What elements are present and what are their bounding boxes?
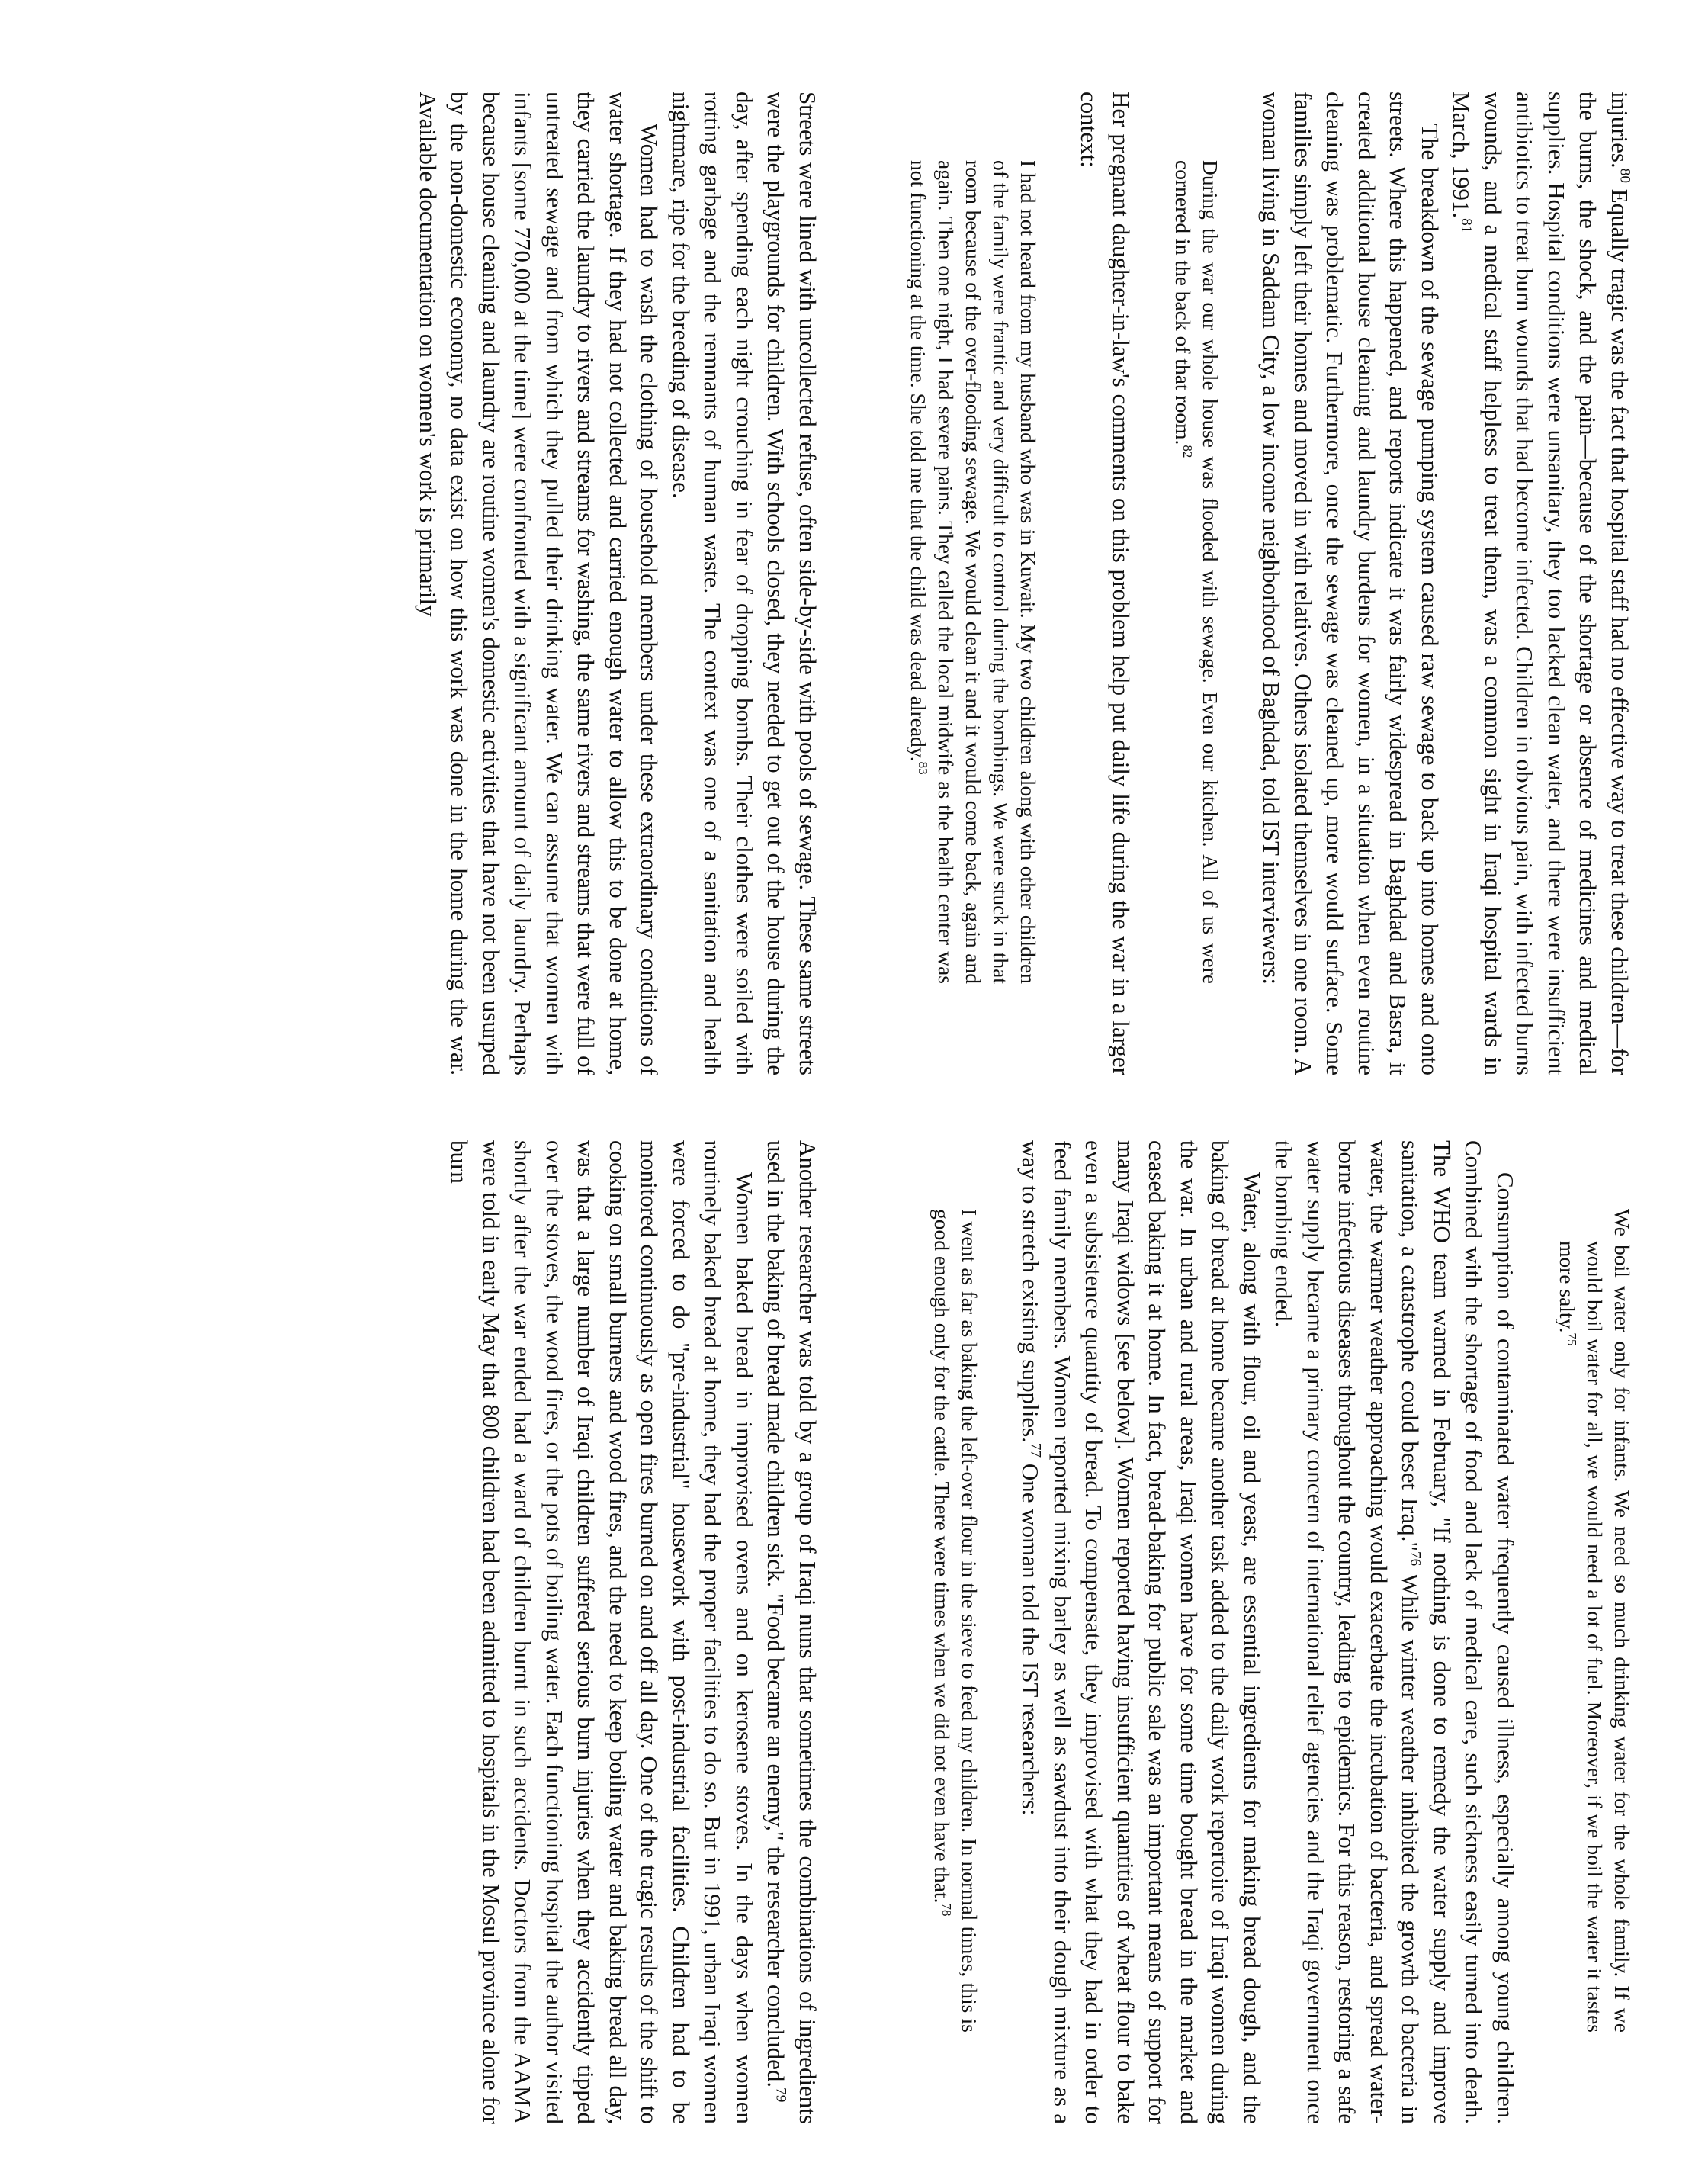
text-block-right-column-bottom [0,92,824,1075]
text-block-left-column-top [812,1140,1636,2124]
text-block-left-column-bottom [0,1140,824,2124]
block-quote [928,1209,983,2033]
block-quote [1553,1209,1636,2033]
footnote-ref: 81 [1458,218,1475,233]
footnote-ref: 83 [916,761,931,775]
paragraph: Women had to wash the clothing of household members under these extraordinary conditions of water shortage. If they had not collected and carried enough water to allow this to be done at home, they carried the laundry to rivers and streams for washing, the same rivers and streams that were full of untreated sewage and from which they pulled their drinking water. We can assume that women with infants [some 770,000 at the time] were confronted with a significant amount of daily laundry. Perhaps because house cleaning and laundry are routine women's domestic activities that have not been usurped by the non-domestic economy, no data exist on how this work was done in the home during the war. Available documentation on women's work is primarily [415,92,663,1075]
text: Equally tragic was the fact that hospital staff had no effective way to treat these children—for the burns, the shock, and the pain—because of the shortage or absence of medicines and medical supplies. Hospital conditions were unsanitary, they too lacked clean water, and there were insufficient antibiotics to treat burn wounds that had become infected. Children in obvious pain, with infected burns wounds, and a medical staff helpless to treat them, was a common sight in Iraqi hospital wards in March, 1991. [1448,92,1633,1075]
footnote-ref: 77 [1027,1442,1044,1458]
text: injuries. [1607,92,1633,169]
block-quote [904,160,1042,984]
text: Consumption of contaminated water frequently caused illness, especially among young children. Combined with the shortage of food and lack of medical care, such sickness easily turned into death. The WHO team warned in February, "If nothing is done to remedy the water supply and improve sanitation, a catastrophe could beset Iraq." [1397,1140,1519,2124]
footnote-ref: 78 [939,1903,955,1917]
text-block-right-column-top [812,92,1636,1075]
paragraph: Her pregnant daughter-in-law's comments on this problem help put daily life during the war in a larger context: [1076,92,1135,1075]
text: Another researcher was told by a group of Iraqi nuns that sometimes the combinations of ingredients used in the baking of bread made children sick. "Food became an enemy," the researcher concluded. [762,1140,821,2124]
block-quote [1169,160,1224,984]
text: During the war our whole house was flooded with sewage. Even our kitchen. All of us were cornered in the back of that room. [1171,160,1222,984]
text: One woman told the IST researchers: [1017,1458,1045,1816]
paragraph [1015,1140,1268,2124]
text: Water, along with flour, oil and yeast, are essential ingredients for making bread dough, and the baking of bread at home became another task added to the daily work repertoire of Iraqi women during the war. In urban and rural areas, Iraqi women have for some time bought bread in the market and ceased baking it at home. In fact, bread-baking for public sale was an important means of support for many Iraqi widows [see below]. Women reported having insufficient quantities of wheat flour to bake even a subsistence quantity of bread. To compensate, they improvised with what they had in order to feed family members. Women reported mixing barley as well as sawdust into their dough mixture as a way to stretch existing supplies. [1017,1140,1266,2124]
paragraph [1268,1140,1521,2124]
paragraph [760,1140,824,2124]
paragraph [1446,92,1636,1075]
text: While winter weather inhibited the growth of bacteria in water, the warmer weather approaching would exacerbate the incubation of bacteria, and spread water-borne infectious diseases throughout the country, leading to epidemics. For this reason, restoring a safe water supply became a primary concern of international relief agencies and the Iraqi government once the bombing ended. [1270,1140,1424,2124]
paragraph: The breakdown of the sewage pumping system caused raw sewage to back up into homes and onto streets. Where this happened, and reports indicate it was fairly widespread in Baghdad and Basra, it created additional house cleaning and laundry burdens for women, in a situation when even routine cleaning was problematic. Furthermore, once the sewage was cleaned up, more would surface. Some families simply left their homes and moved in with relatives. Others isolated themselves in one room. A woman living in Saddam City, a low income neighborhood of Baghdad, told IST interviewers: [1258,92,1443,1075]
text: I went as far as baking the left-over flour in the sieve to feed my children. In normal times, this is good enough only for the cattle. There were times when we did not even have that. [930,1209,981,2033]
paragraph: Streets were lined with uncollected refuse, often side-by-side with pools of sewage. These same streets were the playgrounds for children. With schools closed, they needed to get out of the house during the day, after spending each night crouching in fear of dropping bombs. Their clothes were soiled with rotting garbage and the remnants of human waste. The context was one of a sanitation and health nightmare, ripe for the breeding of disease. [668,92,821,1075]
footnote-ref: 80 [1616,168,1633,183]
paragraph: Women baked bread in improvised ovens and on kerosene stoves. In the days when women routinely baked bread at home, they had the proper facilities to do so. But in 1991, urban Iraqi women were forced to do "pre-industrial" housework with post-industrial facilities. Children had to be monitored continuously as open fires burned on and off all day. One of the tragic results of the shift to cooking on small burners and wood fires, and the need to keep boiling water and baking bread all day, was that a large number of Iraqi children suffered serious burn injuries when they accidently tipped over the stoves, the wood fires, or the pots of boiling water. Each functioning hospital the author visited shortly after the war ended had a ward of children burnt in such accidents. Doctors from the AAMA were told in early May that 800 children had been admitted to hospitals in the Mosul province alone for burn [446,1140,758,2124]
text: I had not heard from my husband who was in Kuwait. My two children along with other children of the family were frantic and very difficult to control during the bombings. We were stuck in that room because of the over-flooding sewage. We would clean it and it would come back, again and again. Then one night, I had severe pains. They called the local midwife as the health center was not functioning at the time. She told me that the child was dead already. [907,160,1040,984]
footnote-ref: 75 [1565,1332,1580,1346]
footnote-ref: 76 [1407,1551,1424,1567]
footnote-ref: 79 [772,2087,789,2103]
footnote-ref: 82 [1180,445,1196,458]
text: We boil water only for infants. We need so much drinking water for the whole family. If we would boil water for all, we would need a lot of fuel. Moreover, if we boil the water it tastes more salty. [1556,1209,1634,2033]
